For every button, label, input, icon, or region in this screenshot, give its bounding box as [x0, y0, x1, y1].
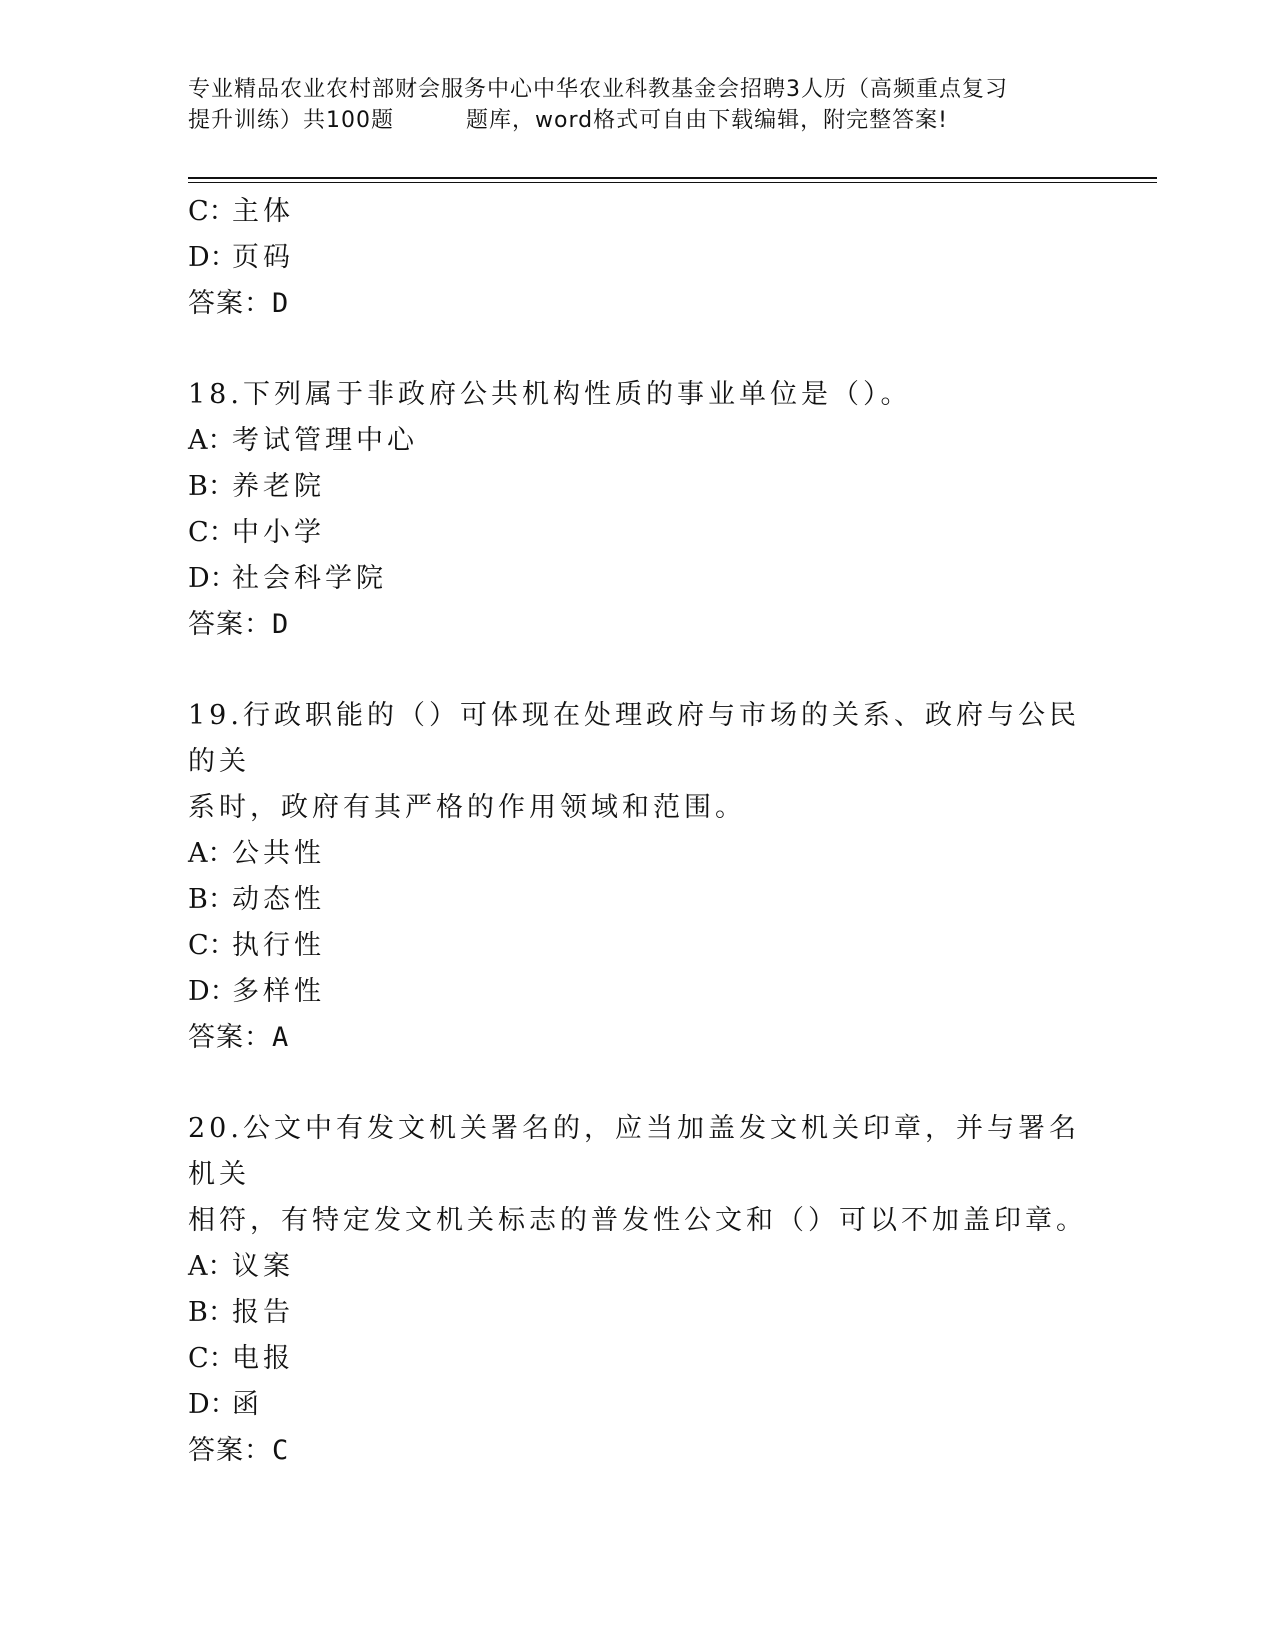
answer-label: 答案： — [188, 1435, 272, 1466]
header-rule-thick — [188, 177, 1157, 179]
option-c — [188, 510, 1088, 556]
option-key: D： — [188, 1389, 237, 1420]
page-header — [188, 74, 1088, 136]
question-17-partial — [188, 189, 1088, 327]
question-19 — [188, 693, 1088, 1061]
option-text: 中小学 — [232, 517, 325, 548]
answer-value: D — [272, 288, 289, 319]
option-text: 主体 — [232, 196, 294, 227]
option-a — [188, 418, 1088, 464]
option-d — [188, 969, 1088, 1015]
answer-line — [188, 1015, 1088, 1061]
option-d — [188, 1382, 1088, 1428]
option-c — [188, 923, 1088, 969]
option-key: B： — [188, 471, 235, 502]
option-key: C： — [188, 196, 236, 227]
question-stem: 18.下列属于非政府公共机构性质的事业单位是（）。 — [188, 379, 912, 410]
option-key: D： — [188, 976, 237, 1007]
answer-value: D — [272, 609, 289, 640]
question-stem-line-1: 19.行政职能的（）可体现在处理政府与市场的关系、政府与公民的关 — [188, 700, 1080, 777]
option-d — [188, 556, 1088, 602]
option-b — [188, 464, 1088, 510]
option-key: B： — [188, 1297, 235, 1328]
option-text: 公共性 — [232, 838, 325, 869]
option-a — [188, 1244, 1088, 1290]
question-stem-line-2: 相符，有特定发文机关标志的普发性公文和（）可以不加盖印章。 — [188, 1205, 1087, 1236]
option-text: 页码 — [232, 242, 294, 273]
option-key: C： — [188, 517, 236, 548]
header-line-2 — [188, 105, 1088, 136]
option-text: 函 — [232, 1389, 263, 1420]
answer-label: 答案： — [188, 288, 272, 319]
answer-line — [188, 281, 1088, 327]
option-c — [188, 1336, 1088, 1382]
option-key: A： — [188, 1251, 235, 1282]
option-text: 社会科学院 — [232, 563, 387, 594]
option-key: C： — [188, 1343, 236, 1374]
answer-value: C — [272, 1435, 289, 1466]
option-text: 报告 — [232, 1297, 294, 1328]
question-stem-line-1: 20.公文中有发文机关署名的，应当加盖发文机关印章，并与署名机关 — [188, 1113, 1080, 1190]
option-text: 执行性 — [232, 930, 325, 961]
answer-label: 答案： — [188, 1022, 272, 1053]
option-b — [188, 1290, 1088, 1336]
option-text: 议案 — [232, 1251, 294, 1282]
option-text: 多样性 — [232, 976, 325, 1007]
answer-label: 答案： — [188, 609, 272, 640]
option-key: D： — [188, 563, 237, 594]
option-key: B： — [188, 884, 235, 915]
question-content — [188, 189, 1088, 1474]
header-line-2-title: 提升训练）共100题 — [188, 108, 394, 133]
header-line-2-note: 题库，word格式可自由下载编辑，附完整答案! — [466, 108, 948, 133]
answer-line — [188, 1428, 1088, 1474]
option-text: 动态性 — [232, 884, 325, 915]
question-20 — [188, 1106, 1088, 1474]
option-key: C： — [188, 930, 236, 961]
option-text: 考试管理中心 — [232, 425, 418, 456]
option-key: A： — [188, 425, 235, 456]
header-rule-thin — [188, 182, 1157, 183]
question-18 — [188, 372, 1088, 648]
option-b — [188, 877, 1088, 923]
header-line-1: 专业精品农业农村部财会服务中心中华农业科教基金会招聘3人历（高频重点复习 — [188, 77, 1008, 102]
option-text: 电报 — [232, 1343, 294, 1374]
option-key: D： — [188, 242, 237, 273]
question-stem-line-2: 系时，政府有其严格的作用领域和范围。 — [188, 792, 746, 823]
answer-line — [188, 602, 1088, 648]
option-d — [188, 235, 1088, 281]
option-key: A： — [188, 838, 235, 869]
option-a — [188, 831, 1088, 877]
option-text: 养老院 — [232, 471, 325, 502]
answer-value: A — [272, 1022, 289, 1053]
option-c — [188, 189, 1088, 235]
